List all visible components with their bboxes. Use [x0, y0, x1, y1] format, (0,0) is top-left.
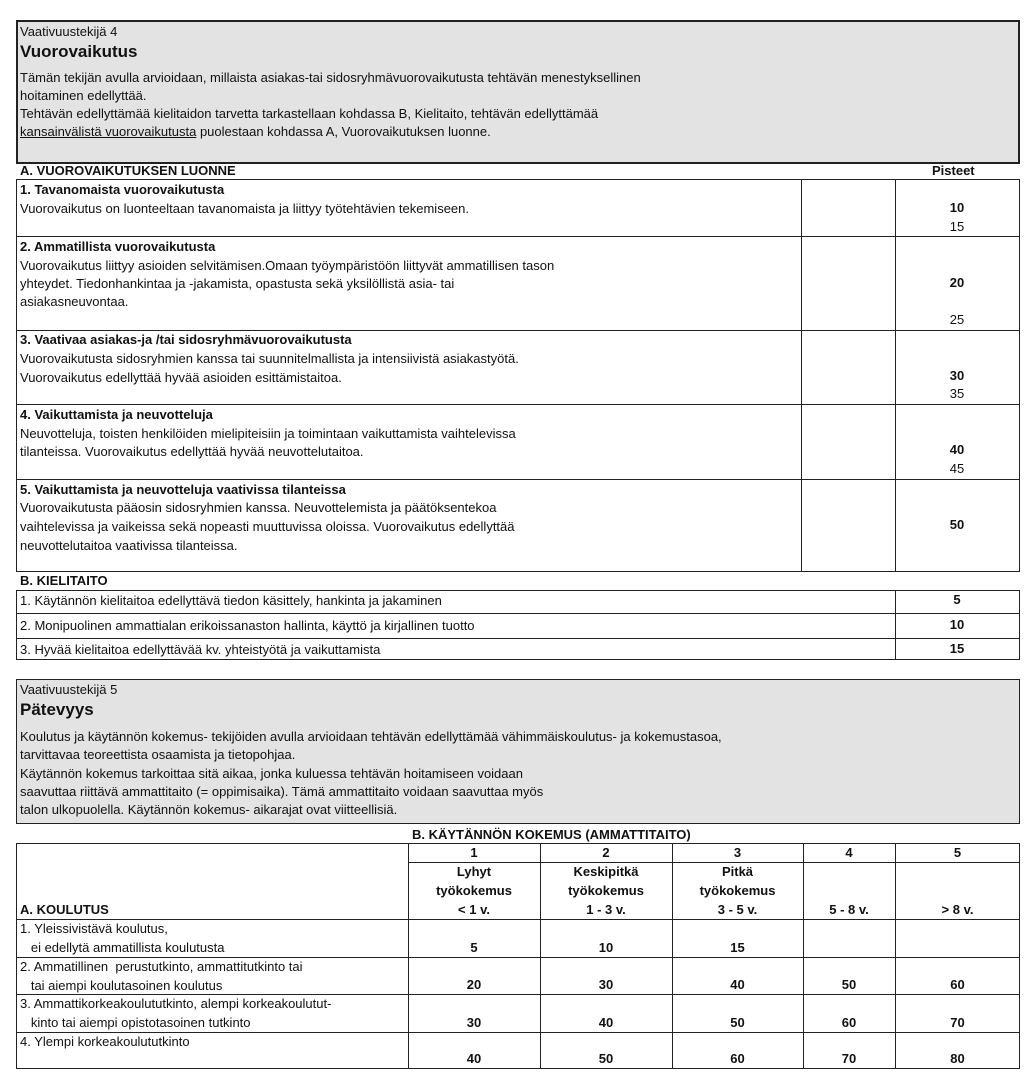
exp-col-2-label [540, 862, 672, 919]
matrix-cell: 80 [950, 1051, 965, 1066]
exp-col-3-l3: 3 - 5 v. [717, 902, 758, 917]
matrix-col-divider [803, 843, 804, 1069]
factor5-desc: talon ulkopuolella. Käytännön kokemus- aikarajat ovat viitteellisiä. [20, 802, 398, 817]
matrix-cell: 40 [598, 1015, 614, 1030]
matrix-cell: 10 [598, 940, 614, 955]
language-row-3-points: 15 [949, 641, 965, 656]
exp-col-1-l3: < 1 v. [458, 902, 490, 917]
factor4-desc-2: hoitaminen edellyttää. [20, 88, 147, 103]
points-header: Pisteet [932, 163, 975, 178]
language-row-3: 3. Hyvää kielitaitoa edellyttävää kv. yhteistyötä ja vaikuttamista [20, 642, 381, 657]
exp-col-3-l2: työkokemus [699, 883, 776, 898]
level-5-desc: Vuorovaikutusta pääosin sidosryhmien kanssa. Neuvottelemista ja päätöksentekoa [20, 500, 497, 515]
edu-row-3-l2: kinto tai aiempi opistotasoinen tutkinto [20, 1015, 251, 1030]
level-1-desc: Vuorovaikutus on luonteeltaan tavanomaista ja liittyy työtehtävien tekemiseen. [20, 201, 470, 216]
exp-col-2-num: 2 [602, 845, 610, 860]
exp-col-3-num: 3 [733, 845, 742, 860]
exp-col-4-num: 4 [845, 845, 853, 860]
edu-row-3-label [20, 994, 331, 1032]
section-a-col-divider-1 [801, 179, 802, 572]
factor5-desc: saavuttaa riittävä ammattitaito (= oppimisaika). Tämä ammattitaito voidaan saavuttaa myös [20, 784, 544, 799]
level-5-desc: vaihtelevissa ja vaikeissa sekä nopeasti muuttuvissa oloissa. Vuorovaikutus edellyttää [20, 519, 515, 534]
language-row-2-points: 10 [949, 617, 965, 632]
matrix-cell: 20 [466, 977, 482, 992]
exp-col-3-label [672, 862, 803, 919]
level-4-title: 4. Vaikuttamista ja neuvotteluja [20, 407, 213, 422]
exp-col-2-l2: työkokemus [568, 883, 644, 898]
level-3-title: 3. Vaativaa asiakas-ja /tai sidosryhmävuorovaikutusta [20, 332, 352, 347]
exp-col-1-l2: työkokemus [436, 883, 512, 898]
level-2-desc: Vuorovaikutus liittyy asioiden selvitämisen.Omaan työympäristöön liittyvät ammatillisen tason [20, 258, 555, 273]
edu-row-1-l2: ei edellytä ammatillista koulutusta [20, 940, 225, 955]
factor4-desc-3: Tehtävän edellyttämää kielitaidon tarvetta tarkastellaan kohdassa B, Kielitaito, tehtävän edellyttämää [20, 106, 599, 121]
matrix-a-header: A. KOULUTUS [20, 902, 109, 917]
edu-row-2-label [20, 957, 303, 995]
level-4-desc: Neuvotteluja, toisten henkilöiden mielipiteisiin ja toimintaan vaikuttamista vaihtelevissa [20, 426, 516, 441]
edu-row-3-l1: 3. Ammattikorkeakoulututkinto, alempi korkeakoulutut- [20, 996, 332, 1011]
factor5-desc: Käytännön kokemus tarkoittaa sitä aikaa, jonka kuluessa tehtävän hoitamiseen voidaan [20, 766, 523, 781]
language-row-1: 1. Käytännön kielitaitoa edellyttävä tiedon käsittely, hankinta ja jakaminen [20, 593, 442, 608]
matrix-cell: 60 [730, 1051, 745, 1066]
matrix-cell: 50 [598, 1051, 614, 1066]
edu-row-1-label [20, 919, 224, 957]
factor4-title: Vuorovaikutus [20, 42, 138, 61]
edu-row-4-label: 4. Ylempi korkeakoulututkinto [20, 1034, 190, 1049]
exp-col-5-num: 5 [953, 845, 962, 860]
factor4-desc-1: Tämän tekijän avulla arvioidaan, millaista asiakas-tai sidosryhmävuorovaikutusta tehtävän menestyksellinen [20, 70, 641, 85]
level-2-between-points: 25 [949, 312, 965, 327]
factor5-title: Pätevyys [20, 700, 94, 719]
matrix-cell: 60 [841, 1015, 857, 1030]
factor4-desc-4 [20, 122, 491, 141]
level-2-title: 2. Ammatillista vuorovaikutusta [20, 239, 216, 254]
section-b-row-divider [16, 613, 1020, 614]
matrix-b-header: B. KÄYTÄNNÖN KOKEMUS (AMMATTITAITO) [412, 827, 691, 842]
matrix-cell: 5 [470, 940, 478, 955]
level-5-points: 50 [949, 517, 965, 532]
level-5-title: 5. Vaikuttamista ja neuvotteluja vaativissa tilanteissa [20, 482, 346, 497]
matrix-cell: 40 [466, 1051, 482, 1066]
level-2-desc: yhteydet. Tiedonhankintaa ja -jakamista, opastusta sekä yksilöllistä asia- tai [20, 276, 455, 291]
section-b-row-divider [16, 638, 1020, 639]
section-b-header: B. KIELITAITO [20, 573, 108, 588]
exp-col-2-l1: Keskipitkä [573, 864, 639, 879]
edu-row-1-l1: 1. Yleissivistävä koulutus, [20, 921, 168, 936]
intl-interaction-underlined: kansainvälistä vuorovaikutusta [20, 124, 197, 139]
matrix-cell: 50 [730, 1015, 745, 1030]
exp-col-1-label [408, 862, 540, 919]
language-row-1-points: 5 [953, 592, 961, 607]
section-b-col-divider [895, 590, 896, 660]
level-5-desc: neuvottelutaitoa vaativissa tilanteissa. [20, 538, 238, 553]
level-3-desc: Vuorovaikutusta sidosryhmien kanssa tai suunnitelmallista ja intensiivistä asiakastyötä. [20, 351, 519, 366]
factor4-desc-4-rest: puolestaan kohdassa A, Vuorovaikutuksen luonne. [196, 124, 491, 139]
matrix-cell: 30 [466, 1015, 482, 1030]
matrix-cell: 70 [950, 1015, 965, 1030]
edu-row-2-l1: 2. Ammatillinen perustutkinto, ammattitutkinto tai [20, 959, 303, 974]
level-4-points: 40 [949, 442, 965, 457]
level-4-desc: tilanteissa. Vuorovaikutus edellyttää hyvää neuvottelutaitoa. [20, 444, 364, 459]
factor5-desc: Koulutus ja käytännön kokemus- tekijöiden avulla arvioidaan tehtävän edellyttämää vähimmäiskoulutus- ja kokemustasoa, [20, 729, 722, 744]
exp-col-1-num: 1 [470, 845, 478, 860]
matrix-cell: 40 [730, 977, 745, 992]
exp-col-1-l1: Lyhyt [456, 864, 492, 879]
level-2-desc: asiakasneuvontaa. [20, 294, 129, 309]
exp-col-2-l3: 1 - 3 v. [586, 902, 626, 917]
matrix-cell: 50 [841, 977, 857, 992]
factor4-label: Vaativuustekijä 4 [20, 24, 118, 39]
factor4-header-box [16, 20, 1020, 164]
level-2-points: 20 [949, 275, 965, 290]
matrix-col-divider [895, 843, 896, 1069]
language-row-2: 2. Monipuolinen ammattialan erikoissanaston hallinta, käyttö ja kirjallinen tuotto [20, 618, 475, 633]
matrix-cell: 60 [950, 977, 965, 992]
matrix-cell: 70 [841, 1051, 857, 1066]
exp-col-5-label: > 8 v. [941, 902, 974, 917]
exp-col-3-l1: Pitkä [721, 864, 754, 879]
level-3-points: 30 [949, 368, 965, 383]
section-a-header: A. VUOROVAIKUTUKSEN LUONNE [20, 163, 236, 178]
level-3-desc: Vuorovaikutus edellyttää hyvää asioiden esittämistaitoa. [20, 370, 342, 385]
edu-row-2-l2: tai aiempi koulutasoinen koulutus [20, 978, 223, 993]
section-a-col-divider-2 [895, 179, 896, 572]
factor5-label: Vaativuustekijä 5 [20, 682, 118, 697]
level-3-between-points: 35 [949, 386, 965, 401]
level-1-title: 1. Tavanomaista vuorovaikutusta [20, 182, 225, 197]
level-1-between-points: 15 [949, 219, 965, 234]
level-4-between-points: 45 [949, 461, 965, 476]
exp-col-4-label: 5 - 8 v. [829, 902, 869, 917]
matrix-cell: 15 [730, 940, 745, 955]
level-1-points: 10 [949, 200, 965, 215]
factor5-desc: tarvittavaa teoreettista osaamista ja tietopohjaa. [20, 747, 296, 762]
matrix-cell: 30 [598, 977, 614, 992]
